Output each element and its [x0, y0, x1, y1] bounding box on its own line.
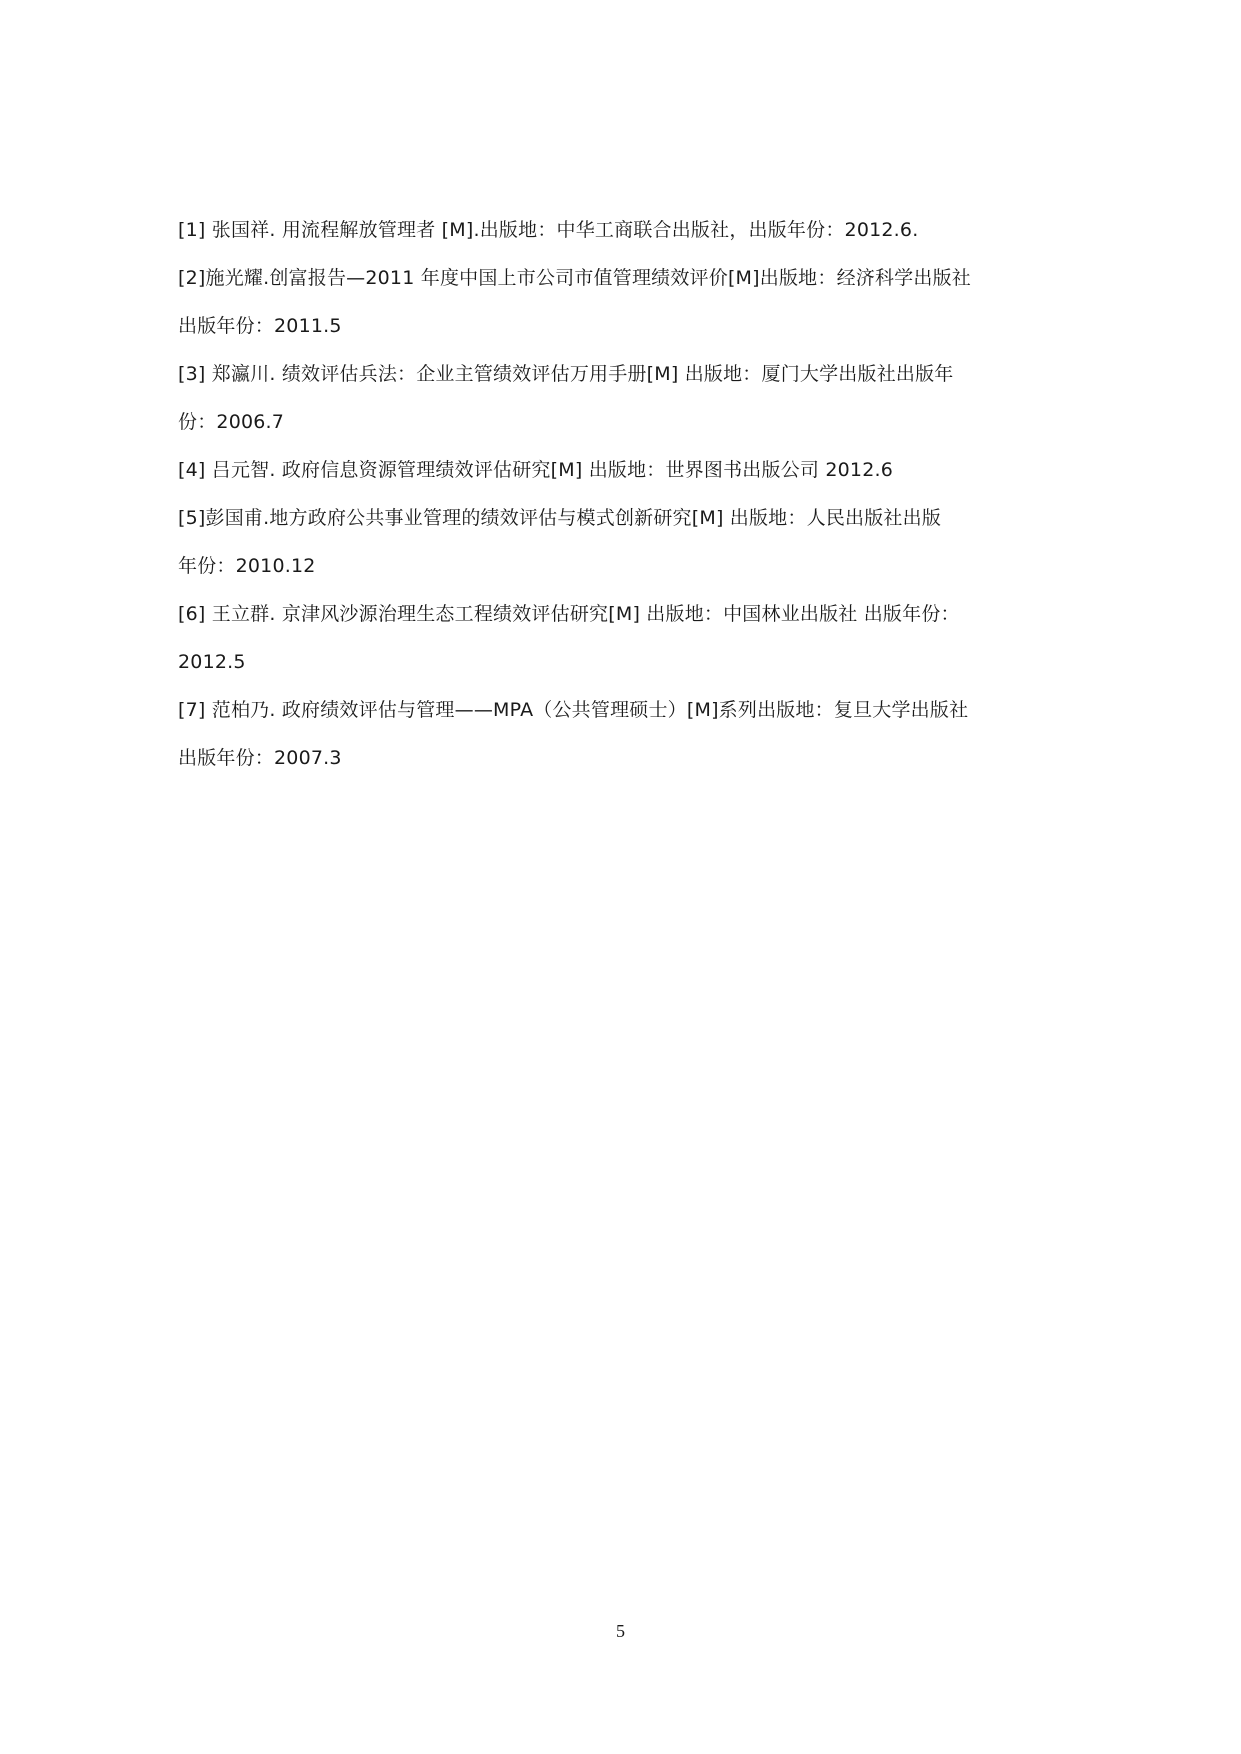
- reference-line: 2012.5: [178, 651, 246, 673]
- reference-line: [6] 王立群. 京津风沙源治理生态工程绩效评估研究[M] 出版地：中国林业出版社 出版年份：: [178, 603, 960, 625]
- reference-line: [1] 张国祥. 用流程解放管理者 [M].出版地：中华工商联合出版社，出版年份：2012.6.: [178, 219, 919, 241]
- reference-line: 年份：2010.12: [178, 555, 316, 577]
- reference-line: 出版年份：2011.5: [178, 315, 342, 337]
- reference-line: 出版年份：2007.3: [178, 747, 342, 769]
- reference-line: [4] 吕元智. 政府信息资源管理绩效评估研究[M] 出版地：世界图书出版公司 2012.6: [178, 459, 894, 481]
- reference-list: [178, 218, 1082, 794]
- page-number: 5: [616, 1621, 625, 1641]
- reference-line: [7] 范柏乃. 政府绩效评估与管理——MPA（公共管理硕士）[M]系列出版地：复旦大学出版社: [178, 699, 969, 721]
- reference-line: [3] 郑瀛川. 绩效评估兵法：企业主管绩效评估万用手册[M] 出版地：厦门大学出版社出版年: [178, 363, 954, 385]
- reference-line: [2]施光耀.创富报告—2011 年度中国上市公司市值管理绩效评价[M]出版地：经济科学出版社: [178, 267, 971, 289]
- reference-line: 份：2006.7: [178, 411, 285, 433]
- reference-line: [5]彭国甫.地方政府公共事业管理的绩效评估与模式创新研究[M] 出版地：人民出版社出版: [178, 507, 942, 529]
